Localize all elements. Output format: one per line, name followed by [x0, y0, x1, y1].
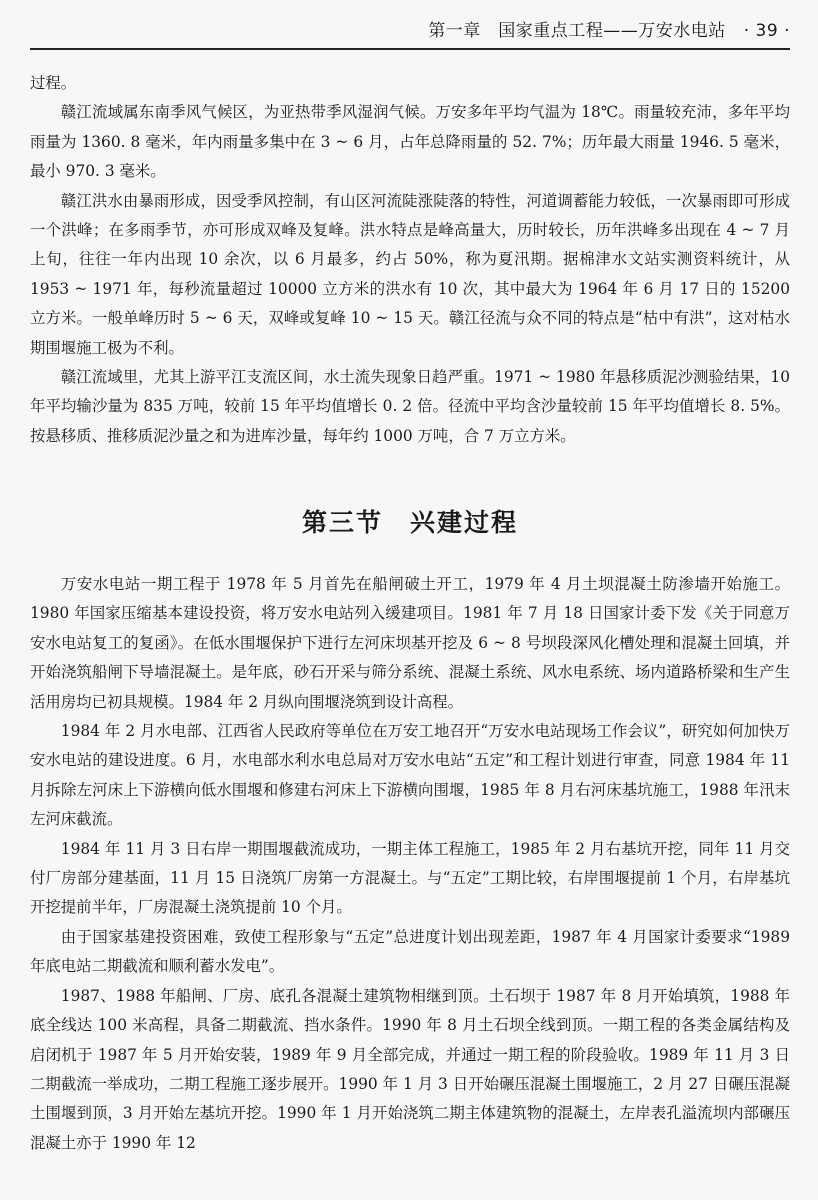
paragraph: 过程。: [30, 74, 77, 92]
body-text-bottom: [30, 570, 790, 1158]
paragraph: 1984 年 11 月 3 日右岸一期围堰截流成功，一期主体工程施工，1985 年 2 月右基坑开挖，同年 11 月交付厂房部分建基面，11 月 15 日浇筑厂房第一方混凝土。与“五定”工期比较，右岸围堰提前 1 个月，右岸基坑开挖提前半年，厂房混凝土浇筑提前 10 个月。: [30, 839, 790, 917]
paragraph: 赣江流域里，尤其上游平江支流区间，水土流失现象日趋严重。1971 ~ 1980 年悬移质泥沙测验结果，10 年平均输沙量为 835 万吨，较前 15 年平均值增长 0. 2 倍。径流中平均含沙量较前 15 年平均值增长 8. 5%。按悬移质、推移质泥沙量之和为进库沙量，每年约 1000 万吨，合 7 万立方米。: [30, 368, 790, 445]
paragraph: 赣江洪水由暴雨形成，因受季风控制，有山区河流陡涨陡落的特性，河道调蓄能力较低，一次暴雨即可形成一个洪峰；在多雨季节，亦可形成双峰及复峰。洪水特点是峰高量大，历时较长，历年洪峰多出现在 4 ~ 7 月上旬，往往一年内出现 10 余次，以 6 月最多，约占 50%，称为夏汛期。据棉津水文站实测资料统计，从 1953 ~ 1971 年，每秒流量超过 10000 立方米的洪水有 10 次，其中最大为 1964 年 6 月 17 日的 15200 立方米。一般单峰历时 5 ~ 6 天，双峰或复峰 10 ~ 15 天。赣江径流与众不同的特点是“枯中有洪”，这对枯水期围堰施工极为不利。: [30, 191, 790, 357]
page-number: · 39 ·: [743, 21, 790, 41]
paragraph: 赣江流域属东南季风气候区，为亚热带季风湿润气候。万安多年平均气温为 18℃。雨量较充沛，多年平均雨量为 1360. 8 毫米，年内雨量多集中在 3 ~ 6 月，占年总降雨量的 52. 7%；历年最大雨量 1946. 5 毫米，最小 970. 3 毫米。: [30, 103, 790, 181]
chapter-title: 第一章 国家重点工程——万安水电站: [428, 21, 726, 41]
paragraph: 万安水电站一期工程于 1978 年 5 月首先在船闸破土开工，1979 年 4 月土坝混凝土防渗墙开始施工。1980 年国家压缩基本建设投资，将万安水电站列入缓建项目。1981 年 7 月 18 日国家计委下发《关于同意万安水电站复工的复函》。在低水围堰保护下进行左河床坝基开挖及 6 ~ 8 号坝段深风化槽处理和混凝土回填，并开始浇筑船闸下导墙混凝土。是年底，砂石开采与筛分系统、混凝土系统、风水电系统、场内道路桥梁和生产生活用房均已初具规模。1984 年 2 月纵向围堰浇筑到设计高程。: [30, 575, 790, 711]
running-header: [30, 14, 790, 50]
paragraph: 1984 年 2 月水电部、江西省人民政府等单位在万安工地召开“万安水电站现场工作会议”，研究如何加快万安水电站的建设进度。6 月，水电部水利水电总局对万安水电站“五定”和工程计划进行审查，同意 1984 年 11 月拆除左河床上下游横向低水围堰和修建右河床上下游横向围堰，1985 年 8 月右河床基坑施工，1988 年汛末左河床截流。: [30, 722, 790, 829]
paragraph: 1987、1988 年船闸、厂房、底孔各混凝土建筑物相继到顶。土石坝于 1987 年 8 月开始填筑，1988 年底全线达 100 米高程，具备二期截流、挡水条件。1990 年 8 月土石坝全线到顶。一期工程的各类金属结构及启闭机于 1987 年 5 月开始安装，1989 年 9 月全部完成，并通过一期工程的阶段验收。1989 年 11 月 3 日二期截流一举成功，二期工程施工逐步展开。1990 年 1 月 3 日开始碾压混凝土围堰施工，2 月 27 日碾压混凝土围堰到顶，3 月开始左基坑开挖。1990 年 1 月开始浇筑二期主体建筑物的混凝土，左岸表孔溢流坝内部碾压混凝土亦于 1990 年 12: [30, 986, 790, 1152]
body-text-top: [30, 69, 790, 451]
section-title: 第三节 兴建过程: [301, 508, 518, 537]
paragraph: 由于国家基建投资困难，致使工程形象与“五定”总进度计划出现差距，1987 年 4 月国家计委要求“1989 年底电站二期截流和顺利蓄水发电”。: [30, 927, 790, 976]
